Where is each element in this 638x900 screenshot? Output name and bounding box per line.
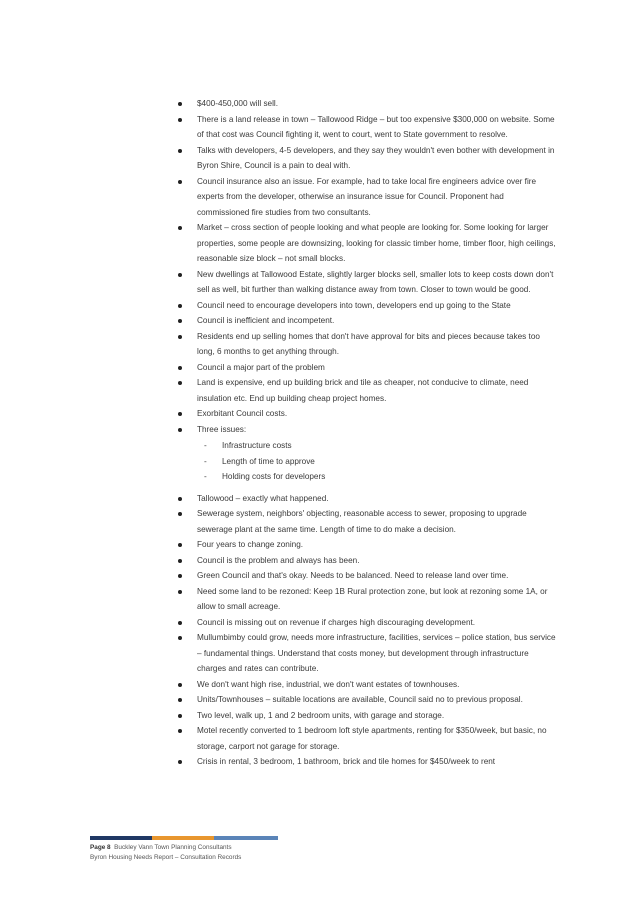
- bullet-icon: [178, 760, 182, 764]
- sub-list-item: - Length of time to approve: [197, 454, 558, 470]
- footer-company: Buckley Vann Town Planning Consultants: [114, 844, 232, 851]
- bullet-icon: [178, 102, 182, 106]
- bullet-icon: [178, 512, 182, 516]
- bullet-list: [178, 96, 558, 770]
- page-number: Page 8: [90, 844, 111, 851]
- list-item: Residents end up selling homes that don't have approval for bits and pieces because takes too long, 6 months to get anything through.: [178, 329, 558, 360]
- bullet-icon: [178, 381, 182, 385]
- list-item: $400-450,000 will sell.: [178, 96, 558, 112]
- list-item: Council a major part of the problem: [178, 360, 558, 376]
- footer-color-bar: [90, 836, 278, 840]
- list-item: Council is the problem and always has been.: [178, 553, 558, 569]
- bullet-icon: [178, 180, 182, 184]
- list-item: Need some land to be rezoned: Keep 1B Rural protection zone, but look at rezoning some 1A, or allow to small acreage.: [178, 584, 558, 615]
- bullet-icon: [178, 714, 182, 718]
- footer-line-1: [90, 843, 241, 853]
- footer-bar-blue: [214, 836, 278, 840]
- sub-list-item: - Infrastructure costs: [197, 438, 558, 454]
- dash-icon: -: [204, 472, 207, 481]
- footer-report-title: Byron Housing Needs Report – Consultation Records: [90, 854, 242, 861]
- list-item: There is a land release in town – Tallowood Ridge – but too expensive $300,000 on website. Some of that cost was Council fighting it, went to court, went to State government to resolve.: [178, 112, 558, 143]
- bullet-icon: [178, 559, 182, 563]
- list-item: Motel recently converted to 1 bedroom loft style apartments, renting for $350/week, but basic, no storage, carport not garage for storage.: [178, 723, 558, 754]
- list-item: Units/Townhouses – suitable locations are available, Council said no to previous proposal.: [178, 692, 558, 708]
- footer-bar-orange: [152, 836, 214, 840]
- bullet-icon: [178, 304, 182, 308]
- bullet-icon: [178, 636, 182, 640]
- bullet-icon: [178, 428, 182, 432]
- list-item: Two level, walk up, 1 and 2 bedroom units, with garage and storage.: [178, 708, 558, 724]
- bullet-icon: [178, 729, 182, 733]
- list-item: Three issues: - Infrastructure costs - Length of time to approve - Holding costs for developers: [178, 422, 558, 485]
- bullet-icon: [178, 683, 182, 687]
- sub-list-item: - Holding costs for developers: [197, 469, 558, 485]
- list-item: Talks with developers, 4-5 developers, and they say they wouldn't even bother with development in Byron Shire, Council is a pain to deal with.: [178, 143, 558, 174]
- list-item: New dwellings at Tallowood Estate, slightly larger blocks sell, smaller lots to keep costs down don't sell as well, bit further than walking distance away from town. Closer to town would be good.: [178, 267, 558, 298]
- list-item: Council is missing out on revenue if charges high discouraging development.: [178, 615, 558, 631]
- bullet-icon: [178, 543, 182, 547]
- list-item: Green Council and that's okay. Needs to be balanced. Need to release land over time.: [178, 568, 558, 584]
- bullet-icon: [178, 226, 182, 230]
- bullet-icon: [178, 149, 182, 153]
- list-item: Council is inefficient and incompetent.: [178, 313, 558, 329]
- list-item: We don't want high rise, industrial, we don't want estates of townhouses.: [178, 677, 558, 693]
- list-item: Mullumbimby could grow, needs more infrastructure, facilities, services – police station, bus service – fundamental things. Understand that costs money, but development through infrastructure charges and rates can contribute.: [178, 630, 558, 677]
- list-item: Land is expensive, end up building brick and tile as cheaper, not conducive to climate, need insulation etc. End up building cheap project homes.: [178, 375, 558, 406]
- bullet-icon: [178, 590, 182, 594]
- list-item: Council need to encourage developers into town, developers end up going to the State: [178, 298, 558, 314]
- dash-icon: -: [204, 456, 207, 466]
- footer-bar-navy: [90, 836, 152, 840]
- list-item: Crisis in rental, 3 bedroom, 1 bathroom, brick and tile homes for $450/week to rent: [178, 754, 558, 770]
- three-issues-sublist: [197, 438, 558, 485]
- bullet-icon: [178, 497, 182, 501]
- list-item: Tallowood – exactly what happened.: [178, 491, 558, 507]
- list-item: Council insurance also an issue. For example, had to take local fire engineers advice over fire experts from the developer, otherwise an insurance issue for Council. Proponent had commissioned fire studies from two consultants.: [178, 174, 558, 221]
- bullet-icon: [178, 698, 182, 702]
- list-item: Market – cross section of people looking and what people are looking for. Some looking for larger properties, some people are downsizing, looking for classic timber home, timber floor, high ceilings, reasonable size block – not small blocks.: [178, 220, 558, 267]
- bullet-icon: [178, 621, 182, 625]
- bullet-icon: [178, 118, 182, 122]
- bullet-icon: [178, 273, 182, 277]
- bullet-icon: [178, 574, 182, 578]
- dash-icon: -: [204, 441, 207, 450]
- list-item: Sewerage system, neighbors' objecting, reasonable access to sewer, proposing to upgrade sewerage plant at the same time. Length of time to do make a decision.: [178, 506, 558, 537]
- bullet-icon: [178, 412, 182, 416]
- document-body: [178, 96, 558, 770]
- bullet-icon: [178, 319, 182, 323]
- bullet-icon: [178, 335, 182, 339]
- list-item: Four years to change zoning.: [178, 537, 558, 553]
- page-footer: [90, 843, 241, 863]
- list-item: Exorbitant Council costs.: [178, 406, 558, 422]
- bullet-icon: [178, 366, 182, 370]
